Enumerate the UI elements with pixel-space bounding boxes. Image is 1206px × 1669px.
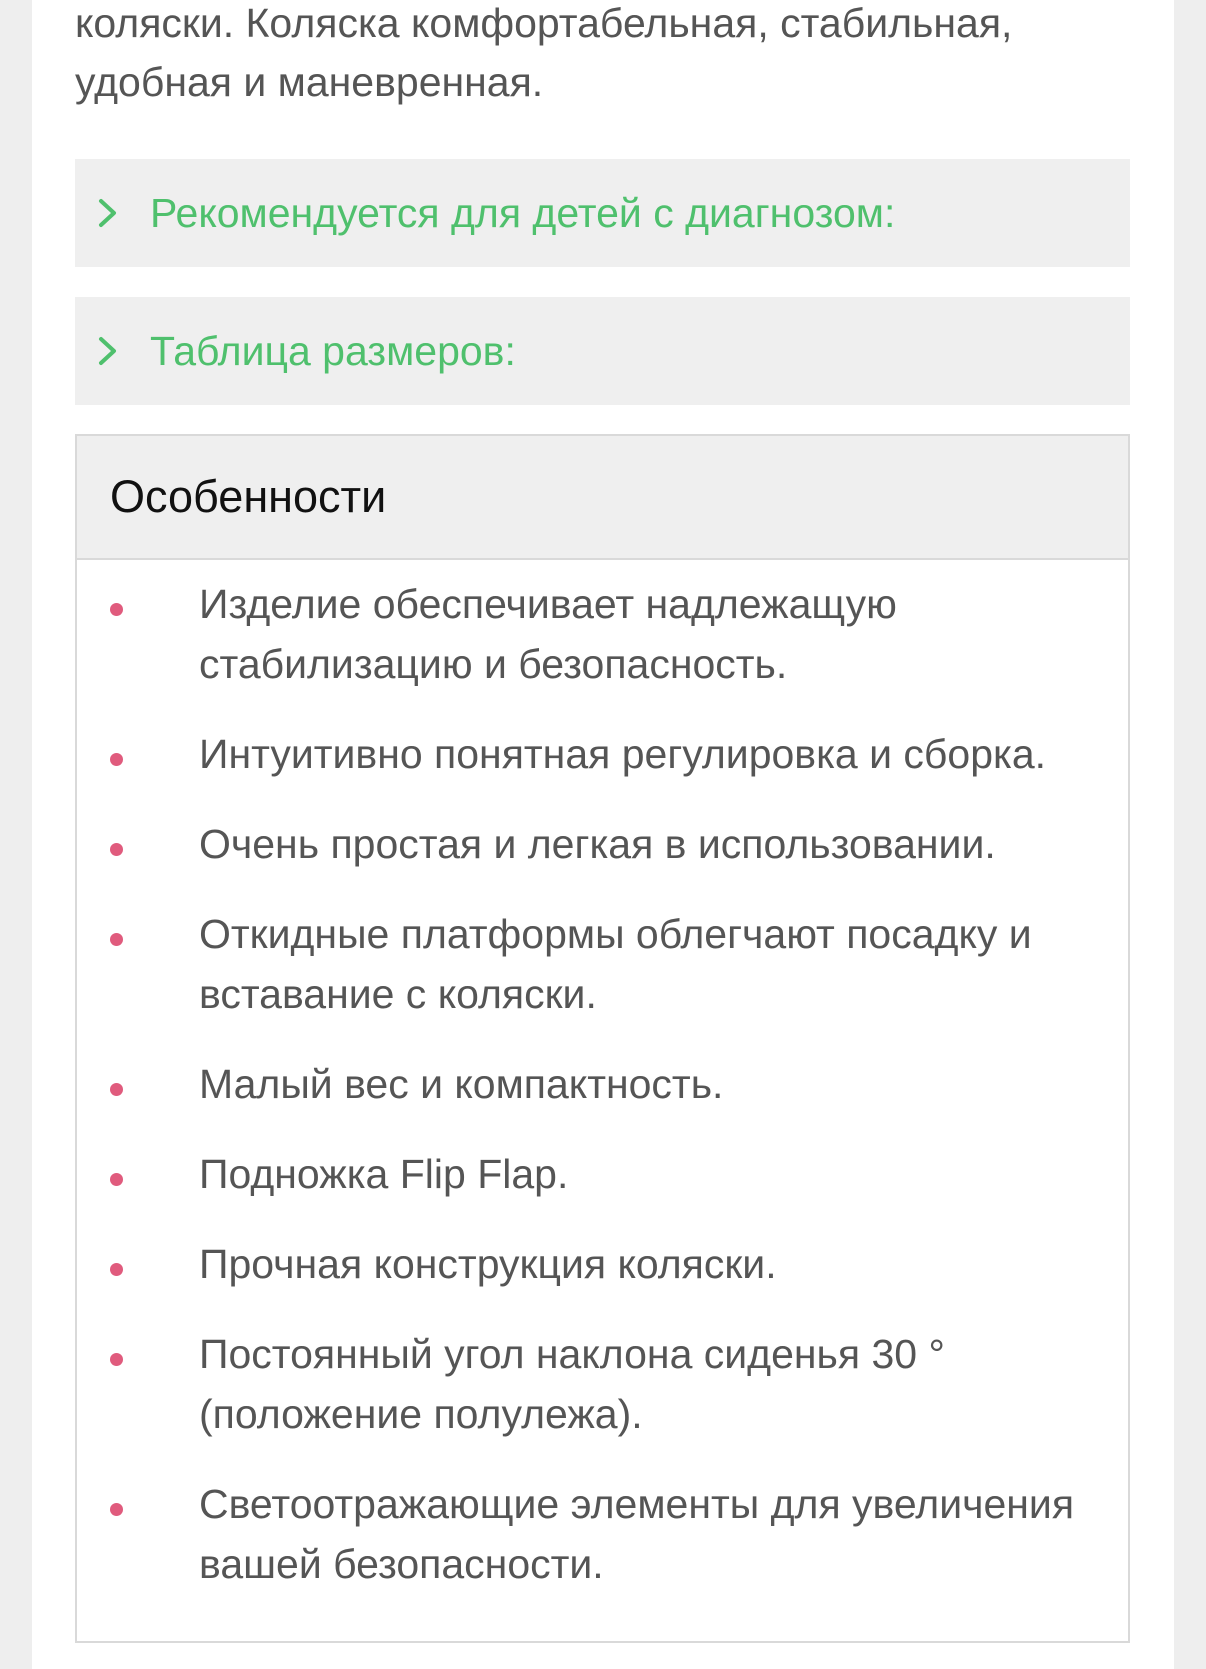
accordion-recommended-diagnosis[interactable] (75, 159, 1130, 267)
bullet-icon (110, 1353, 123, 1366)
product-description: коляски. Коляска комфортабельная, стабильная, удобная и маневренная. (75, 0, 1013, 105)
list-item (77, 904, 1128, 1029)
list-item (77, 1144, 1128, 1209)
bullet-icon (110, 843, 123, 856)
list-item (77, 814, 1128, 879)
list-item (77, 574, 1128, 709)
list-item (77, 1054, 1128, 1119)
page-card (32, 0, 1174, 1669)
feature-text: Изделие обеспечивает надлежащую стабилизацию и безопасность. (199, 581, 897, 687)
feature-text: Прочная конструкция коляски. (199, 1241, 777, 1287)
chevron-right-icon (97, 335, 119, 367)
bullet-icon (110, 753, 123, 766)
list-item (77, 1324, 1128, 1449)
feature-text: Откидные платформы облегчают посадку и вставание с коляски. (199, 911, 1032, 1017)
chevron-right-icon (97, 197, 119, 229)
features-panel (75, 434, 1130, 1643)
features-header (77, 436, 1128, 560)
bullet-icon (110, 1263, 123, 1276)
bullet-icon (110, 1083, 123, 1096)
features-title: Особенности (110, 471, 387, 522)
list-item (77, 724, 1128, 789)
accordion-label: Рекомендуется для детей с диагнозом: (150, 189, 896, 236)
feature-text: Очень простая и легкая в использовании. (199, 821, 996, 867)
bullet-icon (110, 603, 123, 616)
list-item (77, 1234, 1128, 1299)
bullet-icon (110, 1173, 123, 1186)
feature-text: Светоотражающие элементы для увеличения вашей безопасности. (199, 1481, 1075, 1587)
feature-text: Интуитивно понятная регулировка и сборка. (199, 731, 1047, 777)
feature-text: Подножка Flip Flap. (199, 1151, 569, 1197)
accordion-size-table[interactable] (75, 297, 1130, 405)
bullet-icon (110, 933, 123, 946)
feature-text: Малый вес и компактность. (199, 1061, 724, 1107)
accordion-label: Таблица размеров: (150, 327, 516, 374)
feature-text: Постоянный угол наклона сиденья 30 ° (положение полулежа). (199, 1331, 945, 1437)
bullet-icon (110, 1503, 123, 1516)
list-item (77, 1474, 1128, 1599)
